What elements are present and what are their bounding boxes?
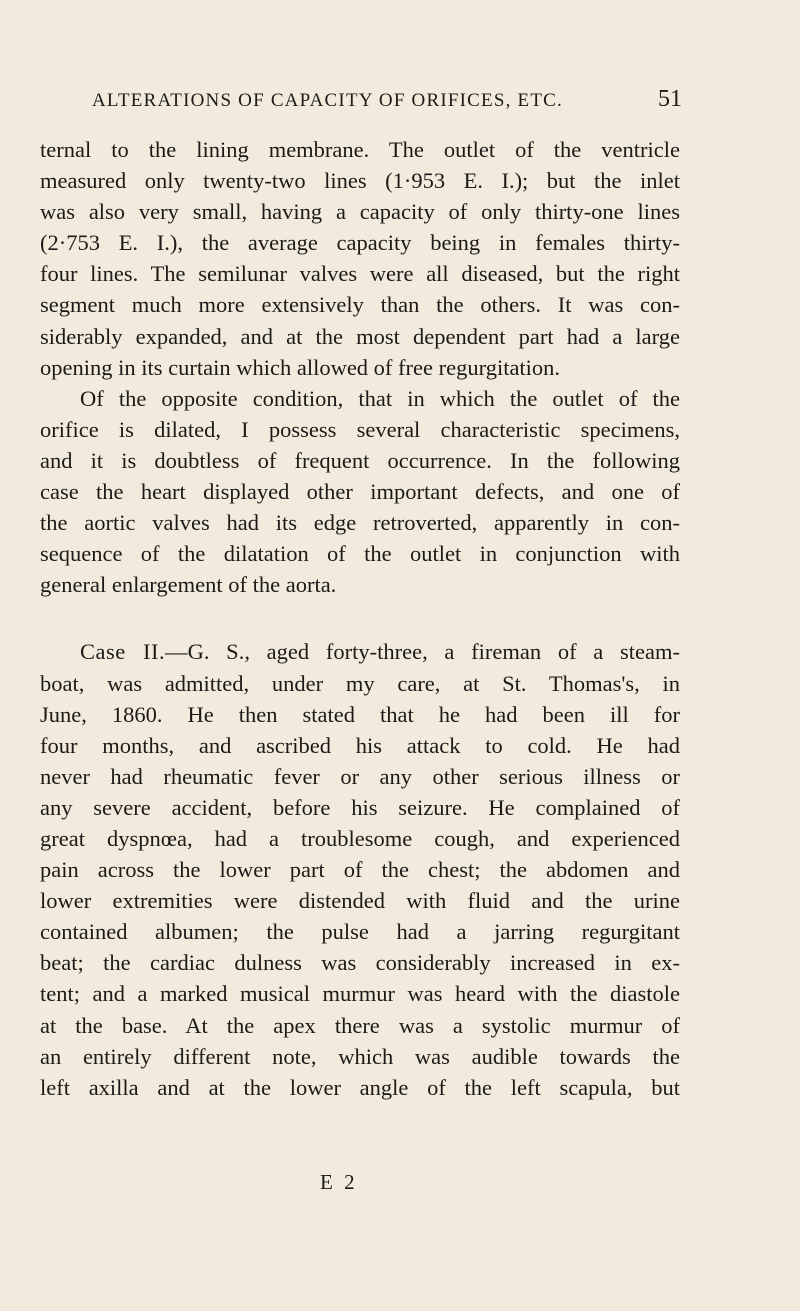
paragraph-dilated-orifice <box>40 383 680 601</box>
text-line: (2·753 E. I.), the average capacity being in females thirty- <box>40 230 680 256</box>
running-head <box>92 86 682 116</box>
text-line: orifice is dilated, I possess several characteristic specimens, <box>40 416 680 442</box>
case-line-text: —G. S., aged forty-three, a fireman of a steam- <box>165 639 680 665</box>
text-line: Of the opposite condition, that in which the outlet of the <box>80 385 680 411</box>
text-line: beat; the cardiac dulness was considerably increased in ex- <box>40 950 680 976</box>
text-line: the aortic valves had its edge retroverted, apparently in con- <box>40 510 680 536</box>
text-line: never had rheumatic fever or any other serious illness or <box>40 763 680 789</box>
text-line: was also very small, having a capacity of only thirty-one lines <box>40 199 680 225</box>
text-line: measured only twenty-two lines (1·953 E. I.); but the inlet <box>40 168 680 194</box>
text-line: four lines. The semilunar valves were all diseased, but the right <box>40 261 680 287</box>
paragraph-gap <box>40 600 680 636</box>
text-line: at the base. At the apex there was a systolic murmur of <box>40 1012 680 1038</box>
text-line: general enlargement of the aorta. <box>40 572 337 598</box>
text-line: June, 1860. He then stated that he had been ill for <box>40 701 680 727</box>
text-line: and it is doubtless of frequent occurrence. In the following <box>40 447 680 473</box>
page-number: 51 <box>658 86 682 112</box>
text-line: pain across the lower part of the chest; the abdomen and <box>40 857 680 883</box>
signature-mark: E 2 <box>320 1170 358 1194</box>
text-line: segment much more extensively than the others. It was con- <box>40 292 680 318</box>
text-line: siderably expanded, and at the most dependent part had a large <box>40 323 680 349</box>
text-line: left axilla and at the lower angle of the left scapula, but <box>40 1074 680 1100</box>
body-text <box>40 134 680 1103</box>
paragraph-case-ii <box>40 636 680 1102</box>
case-label: Case II. <box>80 639 166 665</box>
text-line: four months, and ascribed his attack to cold. He had <box>40 732 680 758</box>
text-line <box>40 636 680 667</box>
text-line: ternal to the lining membrane. The outlet of the ventricle <box>40 137 680 162</box>
text-line: tent; and a marked musical murmur was heard with the diastole <box>40 981 680 1007</box>
text-line: case the heart displayed other important defects, and one of <box>40 479 680 505</box>
text-line: any severe accident, before his seizure. He complained of <box>40 794 680 820</box>
text-line: great dyspnœa, had a troublesome cough, and experienced <box>40 825 680 851</box>
text-line: boat, was admitted, under my care, at St. Thomas's, in <box>40 670 680 696</box>
paragraph-continued <box>40 134 680 383</box>
running-title: ALTERATIONS OF CAPACITY OF ORIFICES, ETC. <box>92 90 563 111</box>
text-line: opening in its curtain which allowed of free regurgitation. <box>40 354 561 380</box>
text-line: contained albumen; the pulse had a jarring regurgitant <box>40 919 680 945</box>
text-line: sequence of the dilatation of the outlet in conjunction with <box>40 541 680 567</box>
text-line: an entirely different note, which was audible towards the <box>40 1043 680 1069</box>
text-line: lower extremities were distended with fluid and the urine <box>40 888 680 914</box>
